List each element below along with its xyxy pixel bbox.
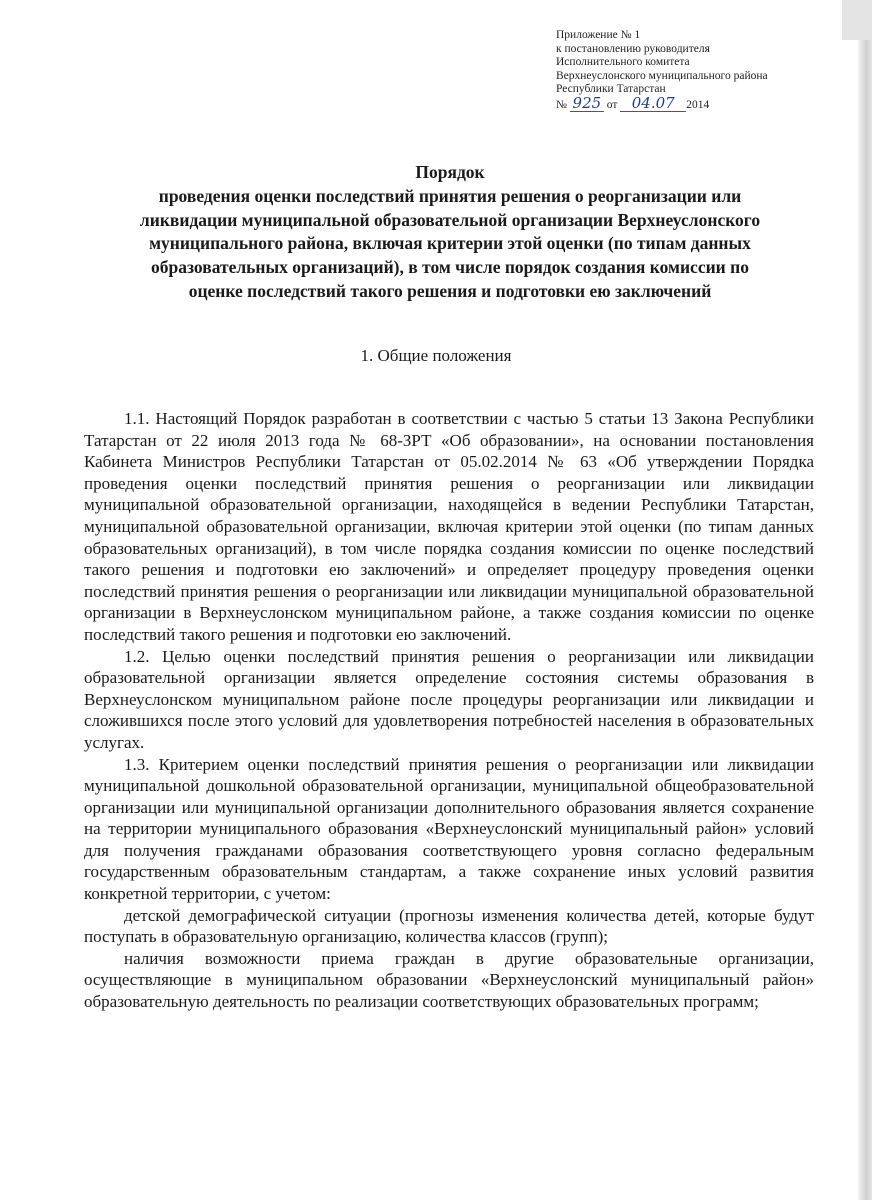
title-line: муниципального района, включая критерии этой оценки (по типам данных: [149, 233, 751, 254]
appendix-line: Приложение № 1: [556, 29, 641, 41]
appendix-line: к постановлению руководителя: [556, 42, 710, 55]
paragraph-1-3: 1.3. Критерием оценки последствий принятия решения о реорганизации или ликвидации муниципальной дошкольной образовательной организации, муниципальной общеобразовательной организации или муниципальной организации дополнительного образования является сохранение на территории муниципального образования «Верхнеуслонский муниципальный район» условий для получения гражданами образования соответствующего уровня согласно федеральным государственным образовательным стандартам, а также сохранение иных условий развития конкретной территории, с учетом:: [84, 754, 814, 904]
document-body: [84, 408, 814, 1013]
title-line: проведения оценки последствий принятия решения о реорганизации или: [158, 185, 742, 206]
date-prefix: от: [606, 98, 618, 111]
paragraph-demographics: детской демографической ситуации (прогнозы изменения количества детей, которые будут поступать в образовательную организацию, количества классов (групп);: [84, 905, 814, 947]
paragraph-admission: наличия возможности приема граждан в другие образовательные организации, осуществляющие в муниципальном образовании «Верхнеуслонский муниципальный район» образовательную деятельность по реализации соответствующих образовательных программ;: [84, 948, 814, 1012]
paragraph-1-1: 1.1. Настоящий Порядок разработан в соответствии с частью 5 статьи 13 Закона Республики Татарстан от 22 июля 2013 года № 68-ЗРТ «Об образовании», на основании постановления Кабинета Министров Республики Татарстан от 05.02.2014 № 63 «Об утверждении Порядка проведения оценки последствий принятия решения о реорганизации или ликвидации муниципальной образовательной организации, находящейся в ведении Республики Татарстан, муниципальной образовательной организации, включая критерии этой оценки (по типам данных образовательных организаций), в том числе порядка создания комиссии по оценке последствий такого решения и подготовки ею заключений» и определяет процедуру проведения оценки последствий принятия решения о реорганизации или ликвидации муниципальной образовательной организации в Верхнеуслонском муниципальном районе, а также создания комиссии по оценке последствий такого решения и подготовки ею заключений.: [84, 409, 814, 644]
appendix-block: [556, 29, 816, 113]
document-title: [70, 161, 830, 304]
section-heading: 1. Общие положения: [360, 346, 512, 365]
year: 2014: [686, 98, 710, 111]
title-heading: Порядок: [415, 162, 485, 182]
scan-corner: [842, 0, 872, 40]
number-prefix: №: [556, 98, 567, 111]
title-line: оценке последствий такого решения и подготовки ею заключений: [188, 280, 712, 301]
appendix-line: Исполнительного комитета: [556, 56, 690, 69]
title-line: ликвидации муниципальной образовательной организации Верхнеуслонского: [139, 209, 761, 230]
handwritten-number: 925: [570, 97, 604, 112]
appendix-line: Верхнеуслонского муниципального района: [556, 69, 768, 82]
paragraph-1-2: 1.2. Целью оценки последствий принятия решения о реорганизации или ликвидации образовательной организации является определение состояния системы образования в Верхнеуслонском муниципальном районе после процедуры реорганизации или ликвидации и сложившихся после этого условий для удовлетворения потребностей населения в образовательных услугах.: [84, 646, 814, 752]
scan-edge: [858, 0, 872, 1200]
title-line: образовательных организаций), в том числе порядок создания комиссии по: [151, 257, 749, 278]
appendix-number-line: [556, 93, 816, 113]
handwritten-date: 04.07: [620, 97, 686, 112]
appendix-line: Республики Татарстан: [556, 83, 666, 96]
